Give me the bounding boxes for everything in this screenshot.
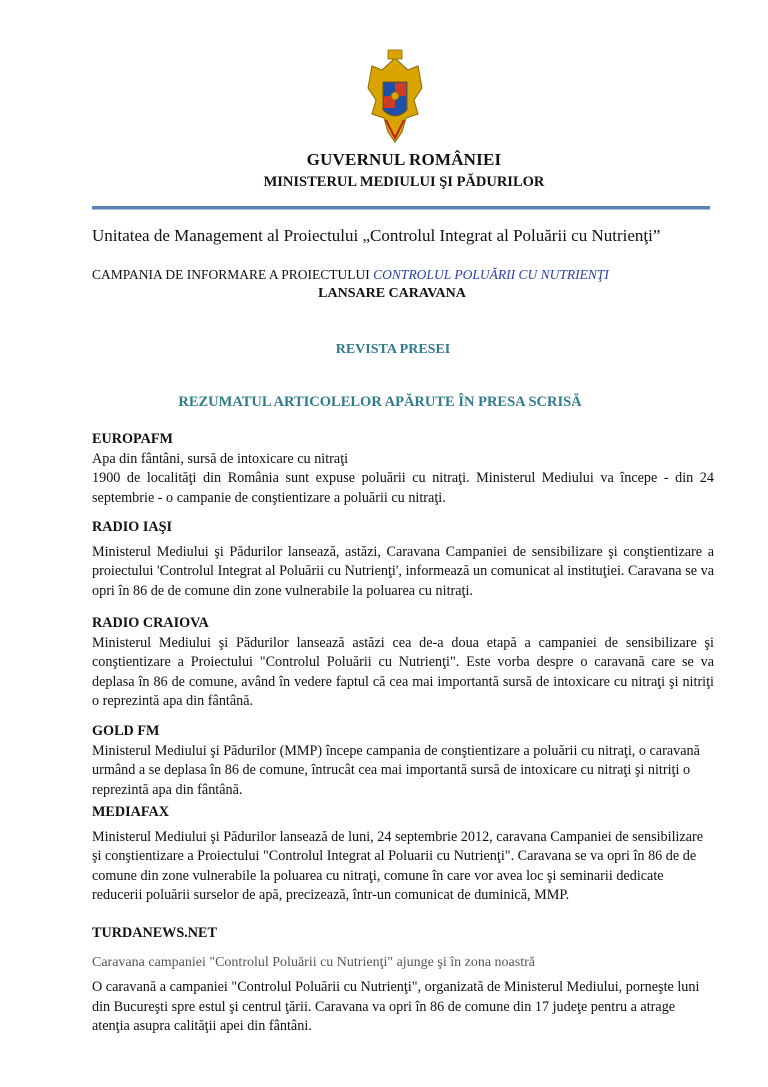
article-body: Ministerul Mediului şi Pădurilor lansează de luni, 24 septembrie 2012, caravana Campaniei de sensibilizare şi conştientizare a Proiectului "Controlul Integrat al Poluarii cu Nutrienţi". Caravana se va opri în 86 de de comune din zone vulnerabile la poluarea cu nitraţi, comune în care vor avea loc şi seminarii dedicate reducerii poluării surselor de apă, precizează, într-un comunicat de duminică, MMP. bbox=[92, 828, 704, 903]
article-source: EUROPAFM bbox=[92, 431, 173, 447]
romanian-coat-of-arms-icon bbox=[364, 48, 426, 146]
article-body: 1900 de localităţi din România sunt expuse poluării cu nitraţi. Ministerul Mediului va începe - din 24 septembrie - o campanie de conştientizare a poluării cu nitraţi. bbox=[92, 470, 714, 506]
article-headline: Apa din fântâni, sursă de intoxicare cu nitraţi bbox=[92, 450, 349, 467]
article-radio-iasi bbox=[92, 518, 714, 601]
government-title: GUVERNUL ROMÂNIEI bbox=[306, 150, 502, 169]
article-headline: Caravana campaniei "Controlul Poluării cu Nutrienţi" ajunge şi în zona noastră bbox=[92, 954, 535, 970]
article-europafm bbox=[92, 430, 714, 508]
article-source: RADIO IAŞI bbox=[92, 519, 173, 535]
press-review-heading: REVISTA PRESEI bbox=[335, 342, 451, 357]
launch-title: LANSARE CARAVANA bbox=[318, 286, 466, 301]
campaign-project-name: CONTROLUL POLUĂRII CU NUTRIENŢI bbox=[373, 267, 609, 282]
project-unit-title: Unitatea de Management al Proiectului „Controlul Integrat al Poluării cu Nutrienţi” bbox=[92, 226, 661, 245]
summary-heading: REZUMATUL ARTICOLELOR APĂRUTE ÎN PRESA SCRISĂ bbox=[178, 394, 582, 410]
article-mediafax bbox=[92, 803, 714, 906]
article-source: RADIO CRAIOVA bbox=[92, 615, 209, 631]
article-source: MEDIAFAX bbox=[92, 804, 169, 820]
article-turdanews bbox=[92, 924, 714, 1037]
article-body: Ministerul Mediului şi Pădurilor (MMP) începe campania de conştientizare a poluării cu nitraţi, o caravană urmând a se deplasa în 86 de comune, întrucât cea mai importantă sursă de intoxicare cu nitraţi şi nitriţi o reprezintă apa din fântână. bbox=[92, 742, 700, 798]
ministry-title: MINISTERUL MEDIULUI ŞI PĂDURILOR bbox=[263, 174, 545, 190]
article-gold-fm bbox=[92, 722, 714, 800]
campaign-line bbox=[92, 267, 609, 283]
article-body: O caravană a campaniei "Controlul Poluării cu Nutrienţi", organizată de Ministerul Mediului, porneşte luni din Bucureşti spre estul şi centrul ţării. Caravana va opri în 86 de comune din 17 judeţe pentru a atrage atenţia asupra calităţii apei din fântâni. bbox=[92, 979, 700, 1034]
campaign-prefix: CAMPANIA DE INFORMARE A PROIECTULUI bbox=[92, 267, 374, 282]
article-body: Ministerul Mediului şi Pădurilor lansează astăzi cea de-a doua etapă a campaniei de sensibilizare şi conştientizare a Proiectului "Controlul Poluării cu Nutrienţi". Este vorba despre o caravană care se va deplasa în 86 de comune, având în vedere faptul că cea mai importantă sursă de intoxicare cu nitraţi şi nitriţi o reprezintă apa din fântână. bbox=[92, 634, 714, 709]
article-source: GOLD FM bbox=[92, 723, 160, 739]
article-radio-craiova bbox=[92, 614, 714, 712]
header-divider bbox=[92, 206, 710, 210]
article-body: Ministerul Mediului şi Pădurilor lansează, astăzi, Caravana Campaniei de sensibilizare şi conştientizare a proiectului 'Controlul Integrat al Poluării cu Nutrienţi', informează un comunicat al instituţiei. Caravana se va opri în 86 de de comune din zone vulnerabile la poluarea cu nitraţi. bbox=[92, 543, 714, 599]
article-source: TURDANEWS.NET bbox=[92, 925, 217, 941]
